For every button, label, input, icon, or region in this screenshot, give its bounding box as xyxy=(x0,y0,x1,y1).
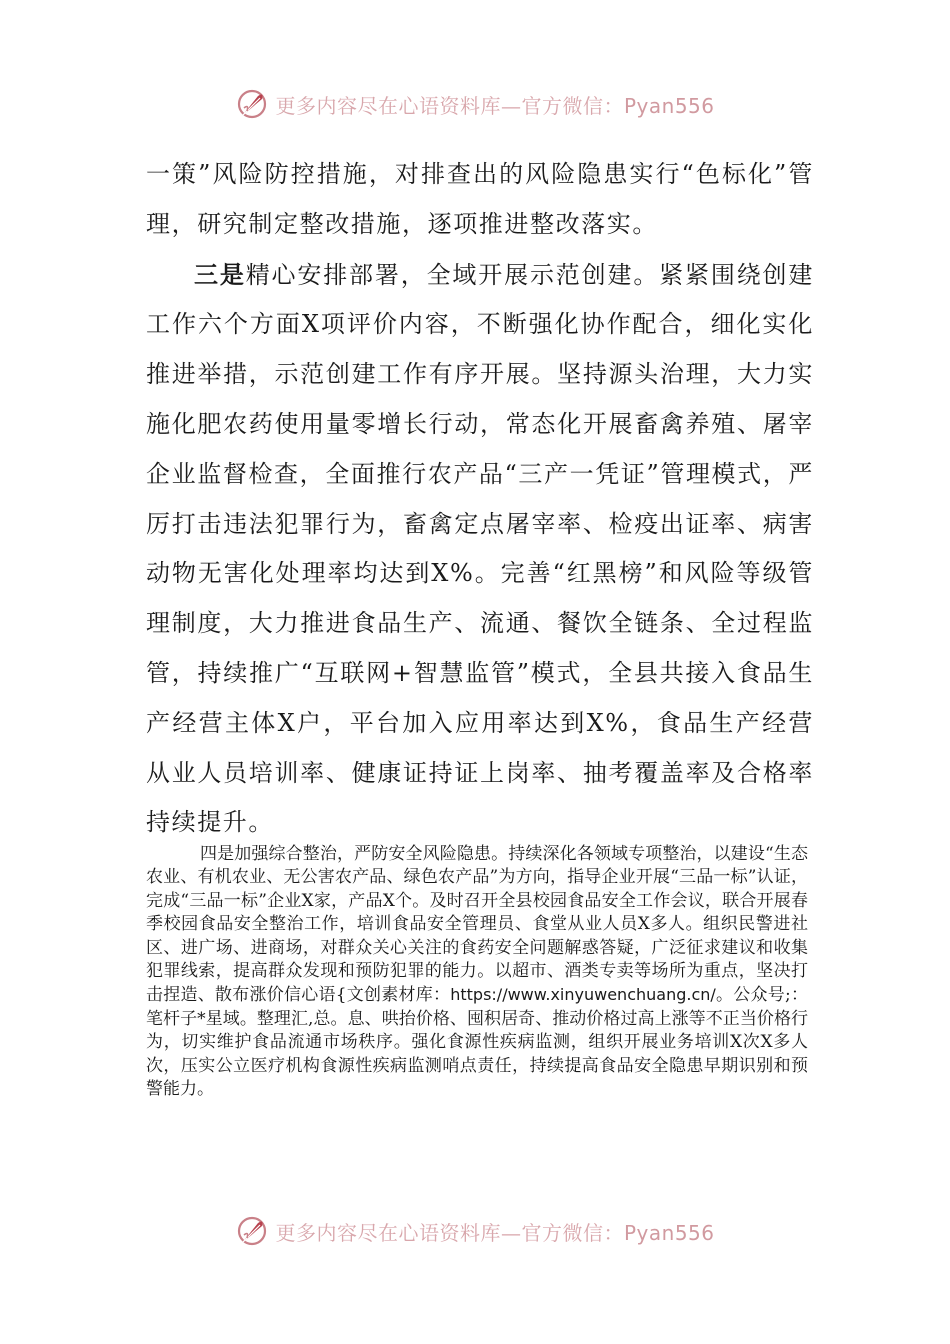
quill-logo-icon xyxy=(235,87,269,121)
paragraph-rectification: 四是加强综合整治，严防安全风险隐患。持续深化各领域专项整治，以建设“生态农业、有机农业、无公害农产品、绿色农产品”为方向，指导企业开展“三品一标”认证，完成“三品一标”企业X家，产品X个。及时召开全县校园食品安全工作会议，联合开展春季校园食品安全整治工作，培训食品安全管理员、食堂从业人员X多人。组织民警进社区、进广场、进商场，对群众关心关注的食药安全问题解惑答疑，广泛征求建议和收集犯罪线索，提高群众发现和预防犯罪的能力。以超市、酒类专卖等场所为重点，坚决打击捏造、散布涨价信心语{文创素材库：https://www.xinyuwenchuang.cn/。公众号;：笔杆子*星域。整理汇,总。息、哄抬价格、囤积居奇、推动价格过高上涨等不正当价格行为，切实维护食品流通市场秩序。强化食源性疾病监测，组织开展业务培训X次X多人次，压实公立医疗机构食源性疾病监测哨点责任，持续提高食品安全隐患早期识别和预警能力。 xyxy=(146,844,808,1100)
quill-logo-icon xyxy=(235,1214,269,1248)
header-watermark xyxy=(0,84,950,124)
main-body-text xyxy=(146,150,814,848)
paragraph-continuation: 一策”风险防控措施，对排查出的风险隐患实行“色标化”管理，研究制定整改措施，逐项推进整改落实。 xyxy=(146,160,814,238)
secondary-body-text xyxy=(146,843,808,1101)
watermark-wechat-id: Pyan556 xyxy=(623,93,715,118)
footer-watermark xyxy=(0,1211,950,1251)
watermark-text: 更多内容尽在心语资料库—官方微信：Pyan556 xyxy=(275,1220,715,1245)
paragraph-lead: 三是 xyxy=(194,259,246,289)
watermark-text: 更多内容尽在心语资料库—官方微信：Pyan556 xyxy=(275,93,715,118)
watermark-wechat-id: Pyan556 xyxy=(623,1220,715,1245)
source-url: https://www.xinyuwenchuang.cn/ xyxy=(450,985,716,1005)
paragraph-demonstration xyxy=(146,250,814,849)
paragraph-content: 精心安排部署，全域开展示范创建。紧紧围绕创建工作六个方面X项评价内容，不断强化协作配合，细化实化推进举措，示范创建工作有序开展。坚持源头治理，大力实施化肥农药使用量零增长行动，常态化开展畜禽养殖、屠宰企业监督检查，全面推行农产品“三产一凭证”管理模式，严厉打击违法犯罪行为，畜禽定点屠宰率、检疫出证率、病害动物无害化处理率均达到X%。完善“红黑榜”和风险等级管理制度，大力推进食品生产、流通、餐饮全链条、全过程监管，持续推广“互联网+智慧监管”模式，全县共接入食品生产经营主体X户，平台加入应用率达到X%，食品生产经营从业人员培训率、健康证持证上岗率、抽考覆盖率及合格率持续提升。 xyxy=(146,260,814,837)
